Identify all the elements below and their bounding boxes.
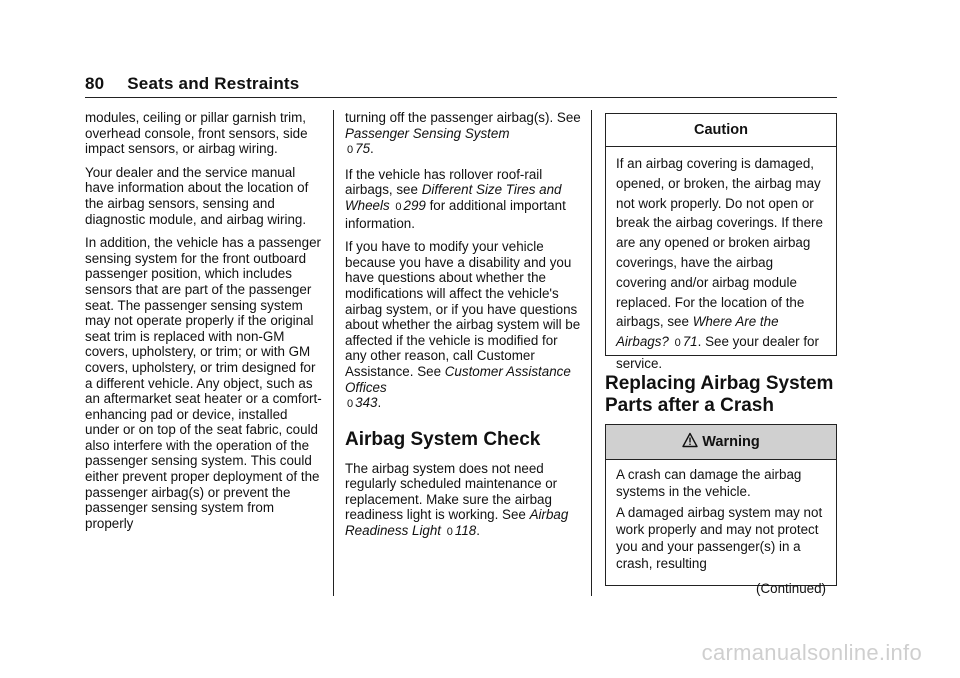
page-ref-icon: 0 xyxy=(347,144,354,157)
page-ref[interactable]: 75 xyxy=(355,141,371,157)
page-ref-icon: 0 xyxy=(674,337,681,350)
caution-body xyxy=(606,147,836,381)
warning-title: Warning xyxy=(702,434,760,450)
cross-reference-link[interactable]: Different Size Tires and Wheels xyxy=(345,182,562,213)
page-header xyxy=(85,74,299,94)
watermark: carmanualsonline.info xyxy=(701,640,922,665)
paragraph-text: If you have to modify your vehicle because you have a disability and you have questions about whether the modifications will affect the vehicle's airbag system, or if you have questions about whether the airbag system will be affected if the vehicle is modified for any other reason, call Customer Assistance. See xyxy=(345,239,581,379)
warning-header xyxy=(606,425,836,460)
page-ref[interactable]: 299 xyxy=(403,197,426,213)
column-divider xyxy=(591,110,592,596)
warning-box xyxy=(605,424,837,596)
paragraph xyxy=(345,167,581,231)
paragraph-text: for additional important information. xyxy=(345,197,566,231)
page-ref[interactable]: 71 xyxy=(682,334,698,350)
paragraph: modules, ceiling or pillar garnish trim, overhead console, front sensors, side impact sensors, or airbag wiring. xyxy=(85,110,308,157)
column-divider xyxy=(333,110,334,596)
warning-triangle-icon xyxy=(682,432,698,448)
warning-body xyxy=(606,460,836,604)
column-1 xyxy=(85,110,325,539)
caution-text: . See your dealer for service. xyxy=(616,334,819,371)
caution-title: Caution xyxy=(606,114,836,147)
continued-label: (Continued) xyxy=(756,581,826,596)
cross-reference-link[interactable]: Airbag Readiness Light xyxy=(345,507,569,539)
page-ref[interactable]: 343 xyxy=(355,395,378,411)
paragraph: Your dealer and the service manual have information about the location of the airbag sensors, sensing and diagnostic module, and airbag wiring. xyxy=(85,164,309,227)
page-ref-icon: 0 xyxy=(395,200,402,213)
caution-text: If an airbag covering is damaged, opened, or broken, the airbag may not work properly. Do not open or break the airbag coverings. If there are any opened or broken airbag coverings, have the airbag covering and/or airbag module replaced. For the location of the airbags, see xyxy=(616,156,823,330)
cross-reference-link[interactable]: Customer Assistance Offices xyxy=(345,363,571,395)
cross-reference-link[interactable]: Where Are the Airbags? xyxy=(616,314,779,350)
header-divider xyxy=(85,97,837,98)
chapter-title: Seats and Restraints xyxy=(127,74,300,93)
paragraph xyxy=(345,239,581,413)
punctuation: . xyxy=(370,141,374,157)
warning-text: A damaged airbag system may not work properly and may not protect you and your passenger(s) in a crash, resulting xyxy=(616,505,823,571)
column-2 xyxy=(345,110,581,549)
paragraph: In addition, the vehicle has a passenger sensing system for the front outboard passenger position, which includes sensors that are part of the passenger seat. The passenger sensing system may not operate properly if the original seat trim is replaced with non-GM covers, upholstery, or trim; or with GM covers, upholstery, or trim designed for a different vehicle. Any object, such as an aftermarket seat heater or a comfort-enhancing pad or device, installed under or on top of the seat fabric, could also interfere with the operation of the passenger sensing system. This could either prevent proper deployment of the passenger airbag(s) or prevent the passenger sensing system from properly xyxy=(85,235,322,531)
section-heading: Airbag System Check xyxy=(345,428,541,450)
cross-reference-link[interactable]: Passenger Sensing System xyxy=(345,125,510,141)
page-ref-icon: 0 xyxy=(347,398,354,411)
paragraph-text: turning off the passenger airbag(s). See xyxy=(345,110,581,125)
paragraph xyxy=(345,461,581,541)
punctuation: . xyxy=(476,523,480,539)
caution-box xyxy=(605,113,837,371)
paragraph-text: If the vehicle has rollover roof-rail airbags, see xyxy=(345,166,543,198)
warning-text: A crash can damage the airbag systems in the vehicle. xyxy=(616,467,802,499)
page-number: 80 xyxy=(85,74,105,93)
page-ref-icon: 0 xyxy=(446,526,453,539)
page-ref[interactable]: 118 xyxy=(454,523,477,539)
punctuation: . xyxy=(377,395,382,411)
paragraph-text: The airbag system does not need regularly scheduled maintenance or replacement. Make sure the airbag readiness light is working. See xyxy=(345,460,558,523)
paragraph xyxy=(345,110,581,159)
section-heading: Replacing Airbag System Parts after a Crash xyxy=(605,373,834,416)
